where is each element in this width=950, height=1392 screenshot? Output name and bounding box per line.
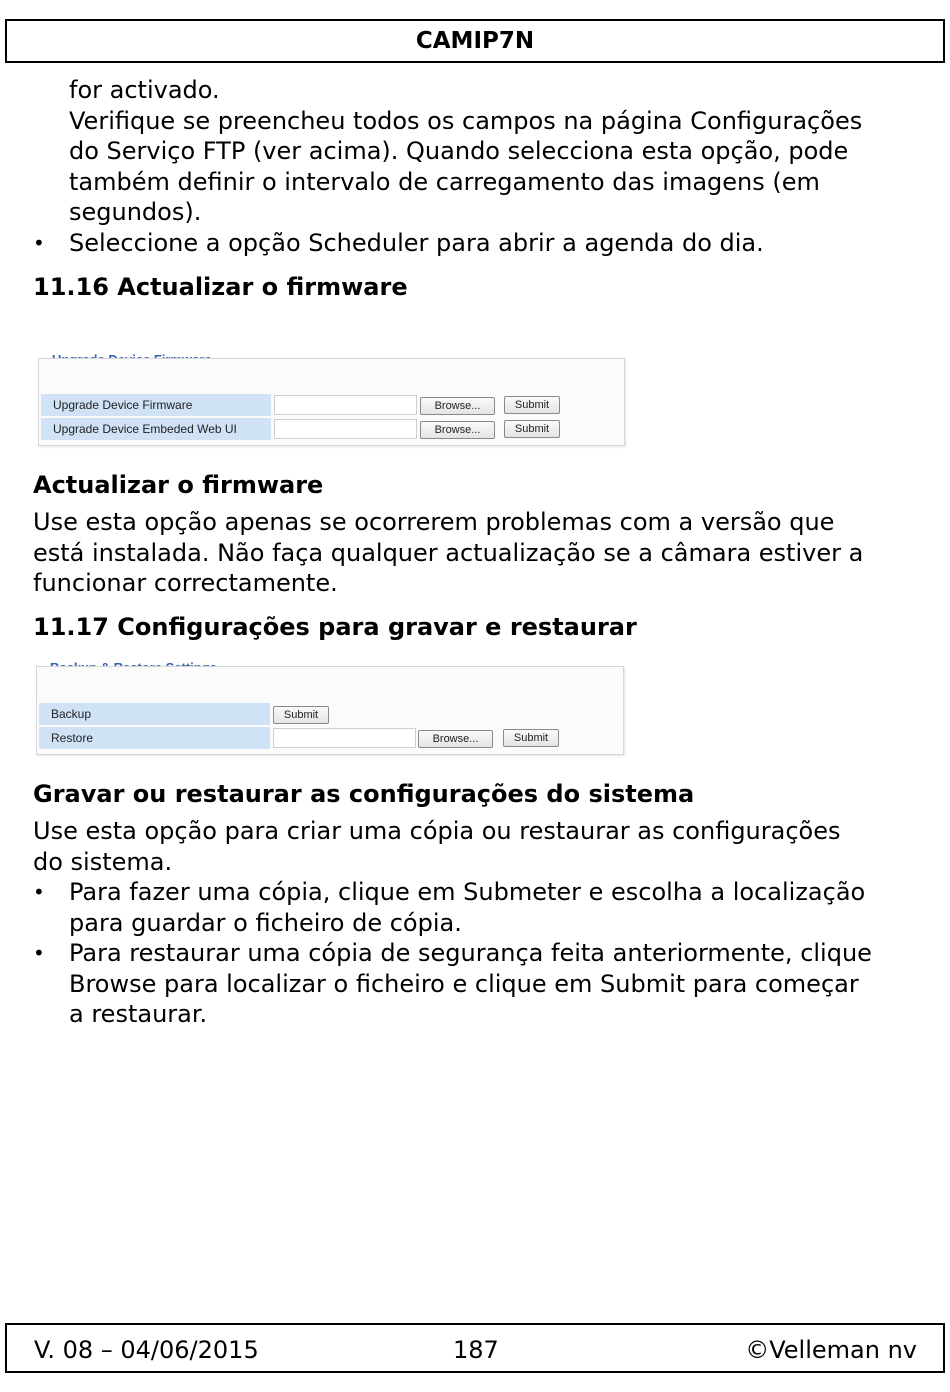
firmware-browse-button[interactable]: Browse... xyxy=(420,397,495,415)
restore-file-field[interactable] xyxy=(273,728,416,748)
list-item xyxy=(33,938,919,1030)
restore-submit-button[interactable]: Submit xyxy=(503,729,559,747)
webui-submit-button[interactable]: Submit xyxy=(504,420,560,438)
bullet-text xyxy=(69,877,919,938)
webui-file-field[interactable] xyxy=(274,419,417,439)
list-item xyxy=(33,228,919,259)
model-title: CAMIP7N xyxy=(415,28,535,54)
footer-copyright: ©Velleman nv xyxy=(745,1336,917,1364)
text-line: for activado. xyxy=(69,76,220,104)
page-number: 187 xyxy=(453,1336,499,1364)
restore-row-label: Restore xyxy=(39,727,270,749)
text-line: do sistema. xyxy=(33,847,173,876)
subheading: Gravar ou restaurar as configurações do sistema xyxy=(33,780,695,808)
bullet-text xyxy=(69,938,919,1030)
bullet-icon: • xyxy=(33,941,45,966)
restore-browse-button[interactable]: Browse... xyxy=(418,730,493,748)
paragraph xyxy=(33,507,913,599)
backup-submit-button[interactable]: Submit xyxy=(273,706,329,724)
bullet-text: Seleccione a opção Scheduler para abrir a agenda do dia. xyxy=(69,229,764,257)
webui-browse-button[interactable]: Browse... xyxy=(420,421,495,439)
webui-row-label: Upgrade Device Embeded Web UI xyxy=(41,418,271,440)
page-footer xyxy=(5,1323,945,1373)
subheading: Actualizar o firmware xyxy=(33,471,324,499)
firmware-row-label: Upgrade Device Firmware xyxy=(41,394,271,416)
text-line: para guardar o ficheiro de cópia. xyxy=(69,908,462,937)
firmware-file-field[interactable] xyxy=(274,395,417,415)
bullet-icon: • xyxy=(33,231,45,255)
text-line: Use esta opção para criar uma cópia ou restaurar as configurações xyxy=(33,817,841,845)
list-item xyxy=(33,877,919,938)
text-line: Para restaurar uma cópia de segurança feita anteriormente, clique xyxy=(69,939,872,968)
text-line: do Serviço FTP (ver acima). Quando selecciona esta opção, pode xyxy=(69,137,849,166)
text-line: Browse para localizar o ficheiro e clique em Submit para começar xyxy=(69,969,859,998)
text-line: Verifique se preencheu todos os campos na página Configurações xyxy=(69,106,863,135)
bullet-list xyxy=(33,877,919,1030)
footer-version: V. 08 – 04/06/2015 xyxy=(34,1336,259,1364)
intro-bullet-list xyxy=(33,228,919,259)
text-line: Use esta opção apenas se ocorrerem problemas com a versão que xyxy=(33,508,835,536)
section-heading: 11.17 Configurações para gravar e restaurar xyxy=(33,613,637,641)
text-line: está instalada. Não faça qualquer actualização se a câmara estiver a xyxy=(33,538,864,567)
text-line: Para fazer uma cópia, clique em Submeter e escolha a localização xyxy=(69,878,866,906)
section-heading: 11.16 Actualizar o firmware xyxy=(33,273,408,301)
text-line: a restaurar. xyxy=(69,1000,208,1029)
bullet-icon: • xyxy=(33,880,45,904)
text-line: funcionar correctamente. xyxy=(33,569,338,598)
paragraph xyxy=(33,816,913,877)
backup-row-label: Backup xyxy=(39,703,270,725)
text-line: também definir o intervalo de carregamento das imagens (em xyxy=(69,167,820,196)
intro-text xyxy=(69,75,862,228)
page-header xyxy=(5,19,945,63)
text-line: segundos). xyxy=(69,198,202,227)
firmware-submit-button[interactable]: Submit xyxy=(504,396,560,414)
